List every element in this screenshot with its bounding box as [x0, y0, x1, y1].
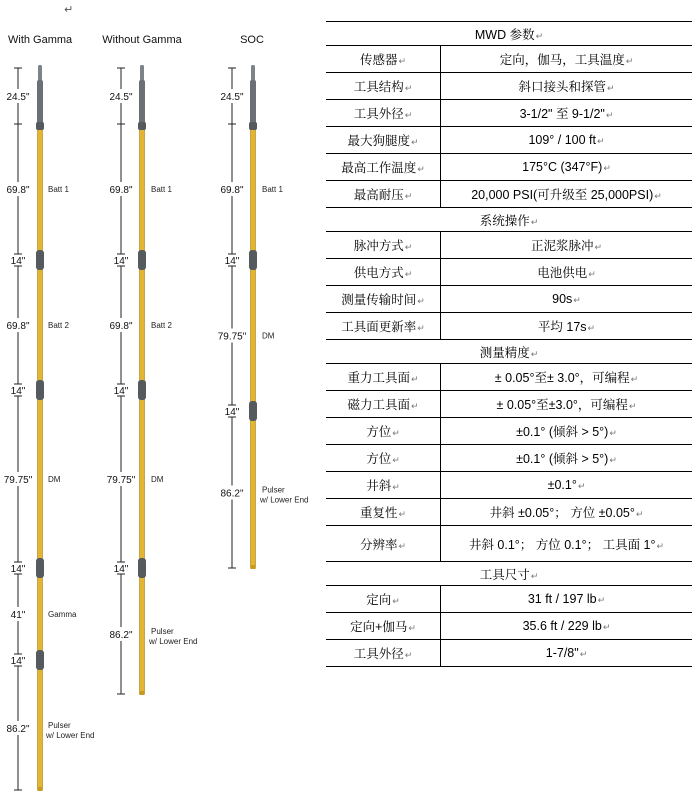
connector: [249, 250, 257, 270]
spec-key: [326, 259, 441, 286]
spec-key: [326, 286, 441, 313]
spec-value-text: 175°C (347°F): [522, 160, 603, 174]
spec-key-text: 传感器: [359, 53, 398, 67]
connector: [138, 250, 146, 270]
spec-value-text: 井斜 ±0.05°； 方位 ±0.05°: [489, 506, 635, 520]
spec-value-text: ±0.1°: [547, 478, 577, 492]
spec-key-text: 定向+伽马: [350, 620, 408, 634]
section-title-text: 工具尺寸: [479, 567, 530, 582]
return-mark: ↵: [404, 110, 413, 120]
return-mark: ↵: [588, 269, 596, 279]
tool-column: [102, 34, 197, 695]
dimension-label: 14": [113, 256, 129, 267]
spec-value: [441, 154, 693, 181]
return-mark: ↵: [417, 164, 425, 174]
segment-label: Batt 1: [262, 185, 283, 194]
head-section: [250, 80, 256, 124]
section-title: [326, 562, 692, 586]
spec-row: [326, 418, 692, 445]
spec-value: [441, 640, 693, 667]
segment-label: Batt 1: [48, 185, 69, 194]
spec-key: [326, 232, 441, 259]
segment-label: DM: [151, 475, 164, 484]
column-title: Without Gamma: [102, 34, 182, 46]
segment-label: Pulser: [151, 627, 174, 636]
dimension-label: 86.2": [220, 488, 244, 500]
return-mark: ↵: [392, 428, 400, 438]
tool-length-diagram: [0, 0, 325, 802]
spec-value: [441, 46, 693, 73]
end-cap: [38, 787, 43, 791]
return-mark: ↵: [628, 401, 637, 411]
spec-key-text: 分辨率: [359, 537, 398, 552]
section-title: [326, 208, 692, 232]
end-cap: [251, 565, 256, 569]
spec-value: [441, 586, 693, 613]
spec-key: [326, 181, 441, 208]
segment-label: Batt 2: [151, 321, 172, 330]
dimension-label: 79.75": [3, 475, 33, 486]
spec-value: [441, 181, 693, 208]
spec-row: [326, 526, 692, 562]
dimension-label: 14": [113, 386, 129, 397]
spec-value: [441, 391, 693, 418]
spec-value-text: 正泥浆脉冲: [530, 239, 594, 253]
return-mark: ↵: [530, 348, 539, 359]
spec-key: [326, 472, 441, 499]
spec-row: [326, 613, 692, 640]
return-mark: ↵: [635, 509, 644, 519]
return-mark: ↵: [530, 216, 539, 227]
spec-row: [326, 445, 692, 472]
return-mark: ↵: [398, 509, 407, 519]
return-mark: ↵: [587, 323, 596, 333]
spec-value: [441, 259, 693, 286]
dimension-label: 24.5": [220, 92, 244, 103]
spec-value: [441, 313, 693, 340]
spec-key-text: 测量传输时间: [341, 293, 417, 307]
spec-value: [441, 526, 693, 562]
spec-value: [441, 232, 693, 259]
dimension-label: 69.8": [109, 321, 133, 332]
segment-label: Pulser: [48, 721, 71, 730]
spec-row: [326, 181, 692, 208]
return-mark: ↵: [609, 455, 617, 465]
spec-value: [441, 472, 693, 499]
return-mark: ↵: [408, 623, 416, 633]
spec-row: [326, 46, 692, 73]
spec-value-text: ± 0.05°至±3.0°，可编程: [496, 398, 628, 412]
spec-row: [326, 154, 692, 181]
spec-key: [326, 586, 441, 613]
spec-value-text: 1-7/8": [545, 646, 579, 660]
spec-value-text: 平均 17s: [537, 320, 587, 334]
spec-value-text: ±0.1° (倾斜 > 5°): [516, 425, 609, 439]
spec-key: [326, 73, 441, 100]
spec-key: [326, 445, 441, 472]
spec-value: [441, 445, 693, 472]
spec-key-text: 定向: [366, 593, 392, 607]
return-mark: ↵: [64, 4, 74, 16]
return-mark: ↵: [417, 296, 425, 306]
tool-column: [218, 34, 309, 569]
spec-row: [326, 286, 692, 313]
return-mark: ↵: [603, 163, 611, 173]
connector: [36, 380, 44, 400]
tool-tube: [251, 124, 256, 568]
segment-label: Batt 2: [48, 321, 69, 330]
spec-row: [326, 364, 692, 391]
spec-value-text: ±0.1° (倾斜 > 5°): [516, 452, 609, 466]
spec-row: [326, 391, 692, 418]
spec-value: [441, 613, 693, 640]
return-mark: ↵: [392, 596, 400, 606]
mwd-spec-table: [326, 21, 692, 667]
spec-value: [441, 364, 693, 391]
spec-key: [326, 640, 441, 667]
return-mark: ↵: [594, 242, 603, 252]
spec-key: [326, 391, 441, 418]
segment-label: DM: [262, 331, 275, 341]
spec-key: [326, 364, 441, 391]
section-title: [326, 22, 692, 46]
return-mark: ↵: [404, 269, 413, 279]
spec-value-text: 31 ft / 197 lb: [527, 592, 597, 606]
spec-value: [441, 418, 693, 445]
spec-key-text: 工具外径: [353, 107, 404, 121]
connector: [249, 401, 257, 421]
spec-row: [326, 259, 692, 286]
spec-key-text: 重复性: [359, 506, 398, 520]
return-mark: ↵: [530, 570, 539, 581]
column-title: With Gamma: [8, 34, 73, 46]
spec-key-text: 供电方式: [353, 266, 404, 280]
dimension-label: 69.8": [109, 185, 133, 196]
spec-value-text: 斜口接头和探管: [518, 80, 606, 94]
return-mark: ↵: [597, 595, 606, 605]
spec-value: [441, 100, 693, 127]
probe-tip: [140, 65, 144, 81]
segment-label: Gamma: [48, 610, 77, 619]
spec-row: [326, 232, 692, 259]
spec-value-text: 定向，伽马，工具温度: [499, 53, 625, 67]
return-mark: ↵: [573, 295, 581, 305]
dimension-label: 14": [10, 386, 26, 397]
return-mark: ↵: [392, 482, 400, 492]
segment-label-sub: w/ Lower End: [260, 495, 309, 505]
spec-key-text: 井斜: [366, 479, 392, 493]
spec-row: [326, 73, 692, 100]
return-mark: ↵: [410, 374, 419, 384]
spec-key: [326, 418, 441, 445]
top-connector: [138, 122, 146, 130]
spec-key-text: 工具面更新率: [341, 320, 417, 334]
dimension-label: 14": [224, 256, 240, 267]
column-title: SOC: [240, 34, 264, 46]
segment-label: Pulser: [262, 485, 285, 495]
dimension-label: 86.2": [109, 630, 133, 641]
return-mark: ↵: [404, 242, 413, 252]
spec-value-text: 3-1/2" 至 9-1/2": [519, 107, 605, 121]
spec-key-text: 最大狗腿度: [347, 134, 410, 148]
return-mark: ↵: [410, 137, 419, 147]
spec-value: [441, 127, 693, 154]
dimension-label: 24.5": [6, 92, 30, 103]
dimension-label: 86.2": [6, 724, 30, 735]
dimension-label: 79.75": [217, 331, 247, 343]
return-mark: ↵: [606, 83, 615, 93]
spec-row: [326, 472, 692, 499]
spec-key-text: 脉冲方式: [353, 239, 404, 253]
spec-key-text: 重力工具面: [347, 371, 410, 385]
spec-value-text: 20,000 PSI(可升级至 25,000PSI): [471, 188, 654, 202]
dimension-label: 69.8": [220, 185, 244, 196]
spec-value-text: 109° / 100 ft: [528, 133, 596, 147]
spec-value-text: 电池供电: [537, 266, 588, 280]
dimension-label: 69.8": [6, 185, 30, 196]
section-header-row: [326, 208, 692, 232]
tool-tube: [38, 124, 43, 790]
head-section: [37, 80, 43, 124]
return-mark: ↵: [398, 540, 407, 551]
spec-row: [326, 586, 692, 613]
return-mark: ↵: [404, 191, 413, 201]
spec-row: [326, 313, 692, 340]
return-mark: ↵: [597, 136, 605, 146]
tool-tube: [140, 124, 145, 694]
connector: [36, 558, 44, 578]
spec-key: [326, 613, 441, 640]
dimension-label: 14": [113, 564, 129, 575]
probe-tip: [38, 65, 42, 81]
spec-key-text: 方位: [366, 452, 392, 466]
return-mark: ↵: [656, 540, 665, 551]
dimension-label: 14": [224, 407, 240, 418]
spec-key: [326, 499, 441, 526]
spec-key-text: 工具外径: [353, 647, 404, 661]
connector: [138, 380, 146, 400]
spec-key-text: 工具结构: [353, 80, 404, 94]
return-mark: ↵: [579, 649, 588, 659]
spec-key-text: 最高耐压: [353, 188, 404, 202]
return-mark: ↵: [609, 428, 617, 438]
section-title-text: 测量精度: [479, 345, 530, 360]
section-header-row: [326, 562, 692, 586]
spec-row: [326, 100, 692, 127]
spec-key-text: 最高工作温度: [341, 161, 417, 175]
dimension-label: 69.8": [6, 321, 30, 332]
segment-label: Batt 1: [151, 185, 172, 194]
spec-value-text: 井斜 0.1°； 方位 0.1°； 工具面 1°: [468, 537, 656, 552]
connector: [36, 250, 44, 270]
section-title-text: 系统操作: [479, 213, 530, 228]
return-mark: ↵: [630, 374, 639, 384]
spec-value-text: ± 0.05°至± 3.0°，可编程: [494, 371, 630, 385]
dimension-label: 14": [10, 256, 26, 267]
end-cap: [140, 691, 145, 695]
return-mark: ↵: [392, 455, 400, 465]
spec-key: [326, 46, 441, 73]
return-mark: ↵: [605, 110, 614, 120]
section-title-text: MWD 参数: [474, 27, 535, 42]
return-mark: ↵: [535, 30, 544, 41]
spec-key: [326, 127, 441, 154]
spec-value: [441, 73, 693, 100]
spec-row: [326, 127, 692, 154]
dimension-label: 24.5": [109, 92, 133, 103]
return-mark: ↵: [398, 56, 407, 66]
top-connector: [249, 122, 257, 130]
segment-label-sub: w/ Lower End: [46, 731, 95, 740]
spec-row: [326, 640, 692, 667]
return-mark: ↵: [417, 323, 425, 333]
dimension-label: 14": [10, 564, 26, 575]
return-mark: ↵: [404, 83, 413, 93]
probe-tip: [251, 65, 255, 81]
spec-value-text: 35.6 ft / 229 lb: [522, 619, 602, 633]
connector: [138, 558, 146, 578]
return-mark: ↵: [404, 650, 413, 660]
return-mark: ↵: [602, 622, 611, 632]
top-connector: [36, 122, 44, 130]
spec-key: [326, 526, 441, 562]
spec-key: [326, 100, 441, 127]
connector: [36, 650, 44, 670]
head-section: [139, 80, 145, 124]
return-mark: ↵: [654, 191, 662, 201]
spec-row: [326, 499, 692, 526]
segment-label: DM: [48, 475, 61, 484]
spec-key: [326, 154, 441, 181]
dimension-label: 41": [10, 610, 26, 621]
section-title: [326, 340, 692, 364]
spec-key: [326, 313, 441, 340]
tool-column: [4, 34, 95, 791]
section-header-row: [326, 22, 692, 46]
section-header-row: [326, 340, 692, 364]
segment-label-sub: w/ Lower End: [149, 637, 198, 646]
return-mark: ↵: [577, 481, 586, 491]
spec-value-text: 90s: [552, 292, 573, 306]
dimension-label: 14": [10, 656, 26, 667]
dimension-label: 79.75": [106, 475, 136, 486]
spec-value: [441, 499, 693, 526]
spec-value: [441, 286, 693, 313]
return-mark: ↵: [410, 401, 419, 411]
spec-key-text: 方位: [366, 425, 392, 439]
return-mark: ↵: [625, 56, 634, 66]
spec-key-text: 磁力工具面: [347, 398, 410, 412]
